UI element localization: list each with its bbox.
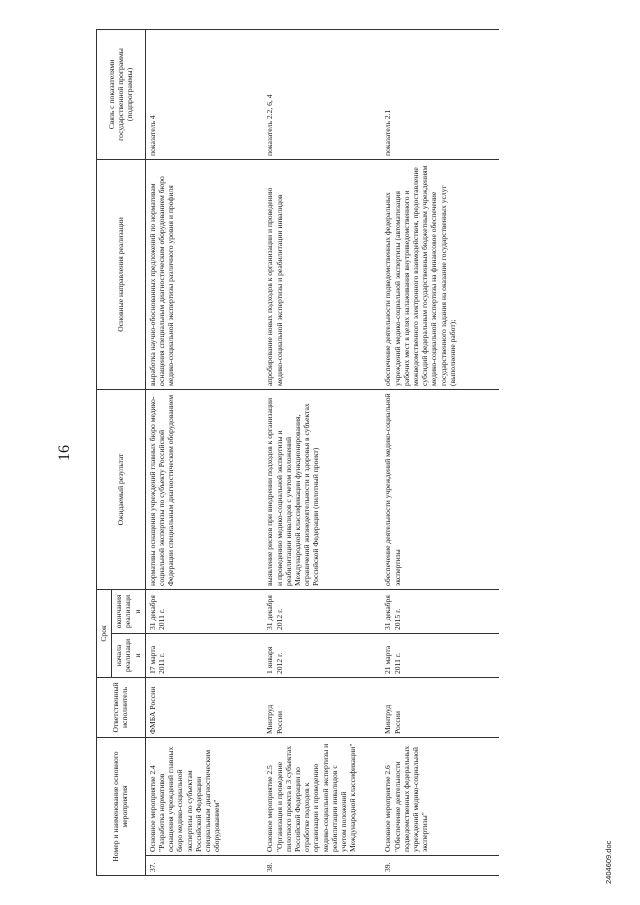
start-date: 21 марта 2011 г. xyxy=(381,633,499,677)
header-term: Срок xyxy=(97,589,112,677)
indicator-link: показатель 4 xyxy=(145,29,263,159)
row-number: 38. xyxy=(263,856,381,876)
header-number-name: Номер и наименование основного мероприятия xyxy=(97,737,146,875)
executor: Минтруд России xyxy=(263,677,381,737)
header-end: окончания реализации xyxy=(112,589,146,633)
executor: ФМБА России xyxy=(145,677,263,737)
header-directions: Основные направления реализации xyxy=(97,159,146,389)
page-number: 16 xyxy=(56,445,73,461)
row-number: 37. xyxy=(145,856,263,876)
main-directions: апробирование новых подходов к организации и проведению медико-социальной экспертизы и реабилитации инвалидов xyxy=(263,159,381,389)
header-start: начала реализации xyxy=(112,633,146,677)
end-date: 31 декабря 2011 г. xyxy=(145,589,263,633)
start-date: 1 января 2012 г. xyxy=(263,633,381,677)
measure-name: Основное мероприятие 2.6 "Обеспечение деятельности подведомственных федеральных учреждений медико-социальной экспертизы" xyxy=(381,737,499,855)
table-row xyxy=(263,29,381,875)
header-link: Связь с показателями государственной программы (подпрограммы) xyxy=(97,29,146,159)
header-executor: Ответственный исполнитель xyxy=(97,677,146,737)
main-directions: обеспечение деятельности подведомственных федеральных учреждений медико-социальной экспертизы (автоматизация рабочих мест в целях налаживания внутриведомственного и межведомственного электронного взаимодействия, предоставление субсидий федеральным государственным бюджетным учреждениям медико-социальной экспертизы на финансовое обеспечение государственного задания на оказание государственных услуг (выполнение работ); xyxy=(381,159,499,389)
main-directions: выработка научно-обоснованных предложений по нормативам оснащения специальным диагностическим оборудованием бюро медико-социальной экспертизы различного уровня и профиля xyxy=(145,159,263,389)
expected-result: обеспечение деятельности учреждений медико-социальной экспертизы xyxy=(381,389,499,589)
header-result: Ожидаемый результат xyxy=(97,389,146,589)
measures-table xyxy=(96,29,499,876)
table-row xyxy=(381,29,499,875)
executor: Минтруд России xyxy=(381,677,499,737)
expected-result: нормативы оснащения учреждений главных бюро медико-социальной экспертизы по субъекту Российской Федерации специальным диагностическим оборудованием xyxy=(145,389,263,589)
expected-result: выявление рисков при внедрении подходов к организации и проведению медико-социальной экспертизы и реабилитации инвалидов с учетом положений Международной классификации функционирования, ограничений жизнедеятельности и здоровья в субъектах Российской Федерации (пилотный проект) xyxy=(263,389,381,589)
indicator-link: показатель 2.2, 6, 4 xyxy=(263,29,381,159)
rotated-page xyxy=(56,22,622,884)
end-date: 31 декабря 2012 г. xyxy=(263,589,381,633)
table-header xyxy=(97,29,146,875)
table-row xyxy=(145,29,263,875)
indicator-link: показатель 2.1 xyxy=(381,29,499,159)
measure-name: Основное мероприятие 2.4 "Разработка нормативов оснащения учреждений главных бюро медико-социальной экспертизы по субъектам Российской Федерации специальным диагностическим оборудованием" xyxy=(145,737,263,855)
row-number: 39. xyxy=(381,856,499,876)
measure-name: Основное мероприятие 2.5 "Организация и проведение пилотного проекта в 3 субъектах Российской Федерации по отработке подходов к организации и проведению медико-социальной экспертизы и реабилитации инвалидов с учетом положений Международной классификации" xyxy=(263,737,381,855)
start-date: 17 марта 2011 г. xyxy=(145,633,263,677)
document-code: 2404609.doc xyxy=(604,840,613,884)
end-date: 31 декабря 2015 г. xyxy=(381,589,499,633)
